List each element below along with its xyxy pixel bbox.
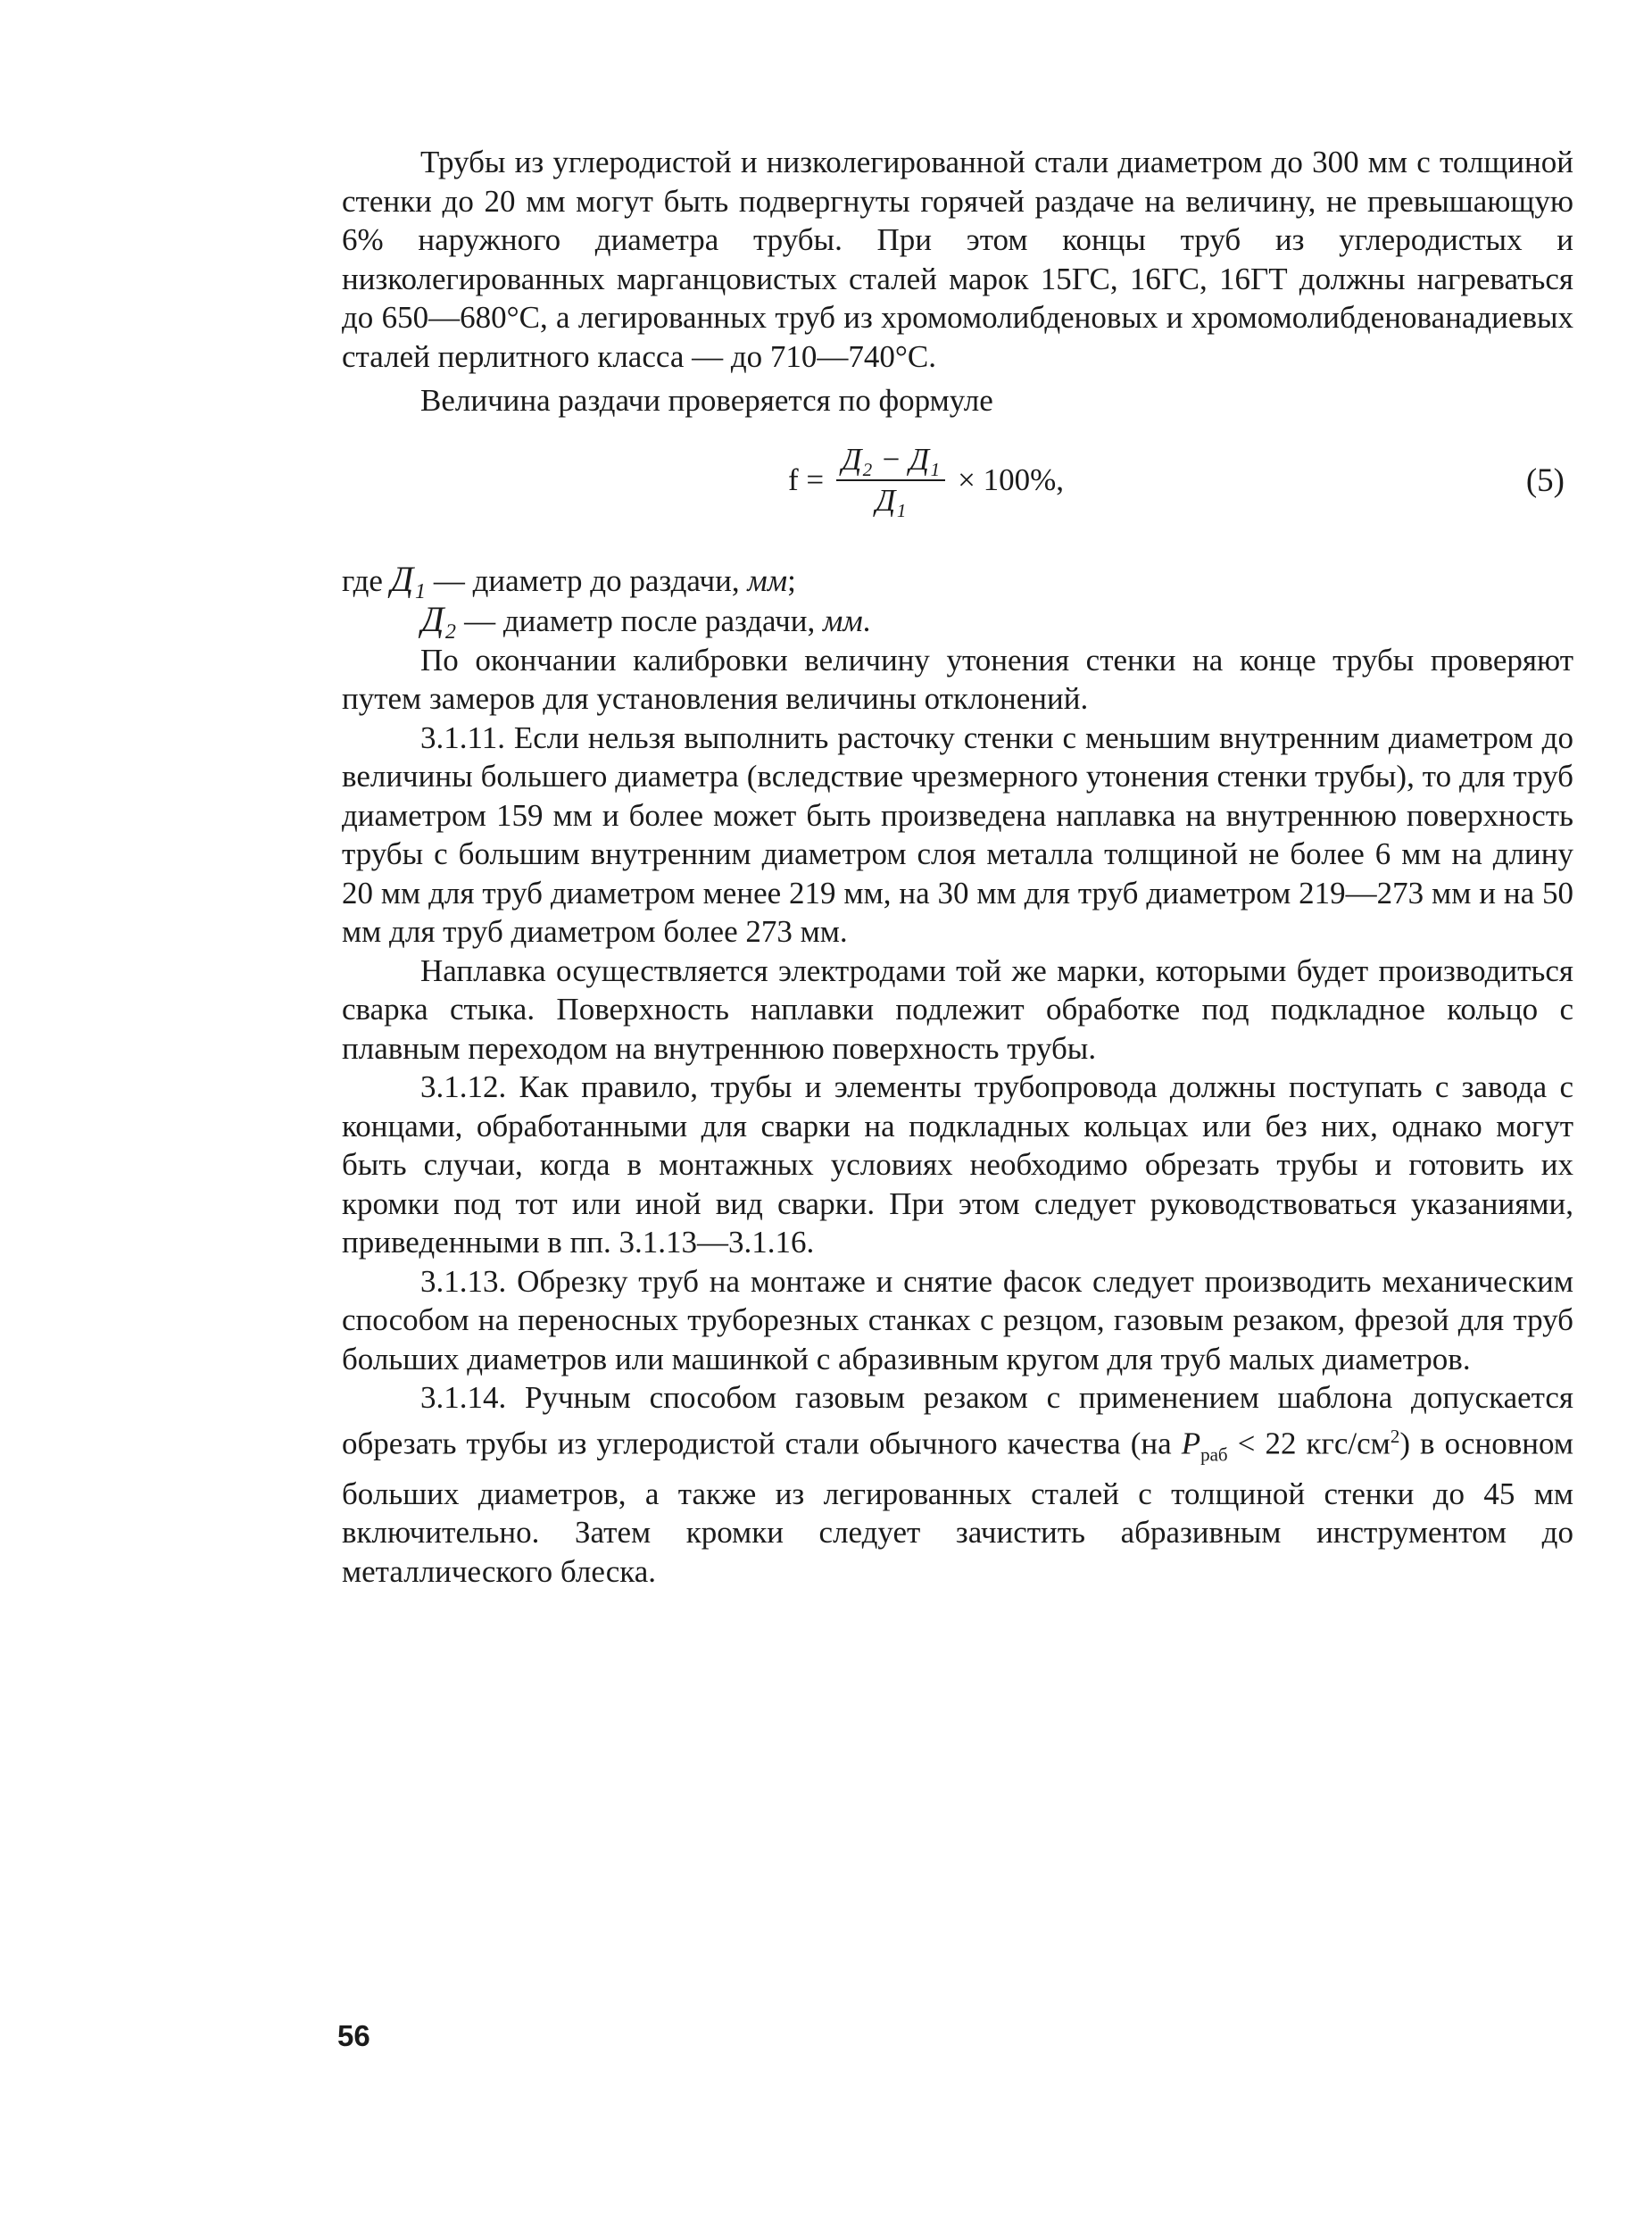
paragraph-formula-intro: Величина раздачи проверяется по формуле (420, 383, 993, 418)
paragraph-3-1-14-part1: 3.1.14. Ручным способом газовым резаком с применением шаблона допускается обрезать трубы из углеродистой стали обычного качества (на (342, 1380, 1573, 1461)
definition-d1-unit: мм (747, 562, 788, 598)
formula-numerator: Д₂ − Д₁ (836, 442, 945, 481)
definition-d2-end: . (862, 603, 871, 638)
pressure-symbol: P (1181, 1426, 1201, 1461)
page-number: 56 (337, 2019, 370, 2052)
formula-denominator: Д₁ (875, 482, 907, 518)
paragraph-3-1-11: 3.1.11. Если нельзя выполнить расточку стенки с меньшим внутренним диаметром до величины большего диаметра (вследствие чрезмерного утонения стенки трубы), то для труб диаметром 159 мм и более может быть произведена наплавка на внутреннюю поверхность трубы с большим внутренним диаметром слоя металла толщиной не более 6 мм на длину 20 мм для труб диаметром менее 219 мм, на 30 мм для труб диаметром 219—273 мм и на 50 мм для труб диаметром более 273 мм. (342, 719, 1573, 949)
paragraph-calibration: По окончании калибровки величину утонения стенки на конце трубы проверяют путем замеров для установления величины отклонений. (342, 642, 1573, 716)
formula-lhs: f = (788, 462, 825, 497)
definition-lead: где (342, 562, 383, 598)
formula (788, 442, 1064, 519)
paragraph-3-1-14-part3: ) в основном больших диаметров, а также из легированных сталей с толщиной стенки до 45 мм включительно. Затем кромки следует зачистить абразивным инструментом до металлического блеска. (342, 1426, 1573, 1589)
formula-block (342, 426, 1573, 551)
pressure-subscript: раб (1200, 1443, 1228, 1466)
definition-d1-symbol: Д₁ (390, 558, 427, 599)
formula-number: (5) (1525, 462, 1565, 499)
definition-d2-unit: мм (822, 603, 863, 638)
definition-d1 (342, 560, 1573, 601)
definition-d2 (342, 600, 1573, 641)
page-body (342, 143, 1573, 1591)
definition-d2-symbol: Д₂ (421, 599, 457, 639)
paragraph-3-1-13: 3.1.13. Обрезку труб на монтаже и снятие фасок следует производить механическим способом на переносных труборезных станках с резцом, газовым резаком, фрезой для труб больших диаметров или машинкой с абразивным кругом для труб малых диаметров. (342, 1263, 1573, 1376)
paragraph-overlay: Наплавка осуществляется электродами той же марки, которыми будет производиться сварка стыка. Поверхность наплавки подлежит обработке под подкладное кольцо с плавным переходом на внутреннюю поверхность трубы. (342, 952, 1573, 1066)
paragraph-3-1-12: 3.1.12. Как правило, трубы и элементы трубопровода должны поступать с завода с концами, обработанными для сварки на подкладных кольцах или без них, однако могут быть случаи, когда в монтажных условиях необходимо обрезать трубы и готовить их кромки под тот или иной вид сварки. При этом следует руководствоваться указаниями, приведенными в пп. 3.1.13—3.1.16. (342, 1069, 1573, 1260)
definition-d2-text: — диаметр после раздачи, (456, 603, 823, 638)
formula-rhs: × 100%, (958, 462, 1065, 497)
paragraph-3-1-14-part2: < 22 кгс/см (1227, 1426, 1391, 1461)
definition-d1-end: ; (787, 562, 796, 598)
definition-d1-text: — диаметр до раздачи, (426, 562, 748, 598)
unit-superscript: 2 (1390, 1425, 1400, 1447)
formula-fraction (836, 442, 945, 519)
paragraph-3-1-14 (342, 1378, 1573, 1591)
paragraph-hot-expansion: Трубы из углеродистой и низколегированной стали диаметром до 300 мм с толщиной стенки до 20 мм могут быть подвергнуты горячей раздаче на величину, не превышающую 6% наружного диаметра трубы. При этом концы труб из углеродистых и низколегированных марганцовистых сталей марок 15ГС, 16ГС, 16ГТ должны нагреваться до 650—680°С, а легированных труб из хромомолибденовых и хромомолибденованадиевых сталей перлитного класса — до 710—740°С. (342, 145, 1573, 374)
